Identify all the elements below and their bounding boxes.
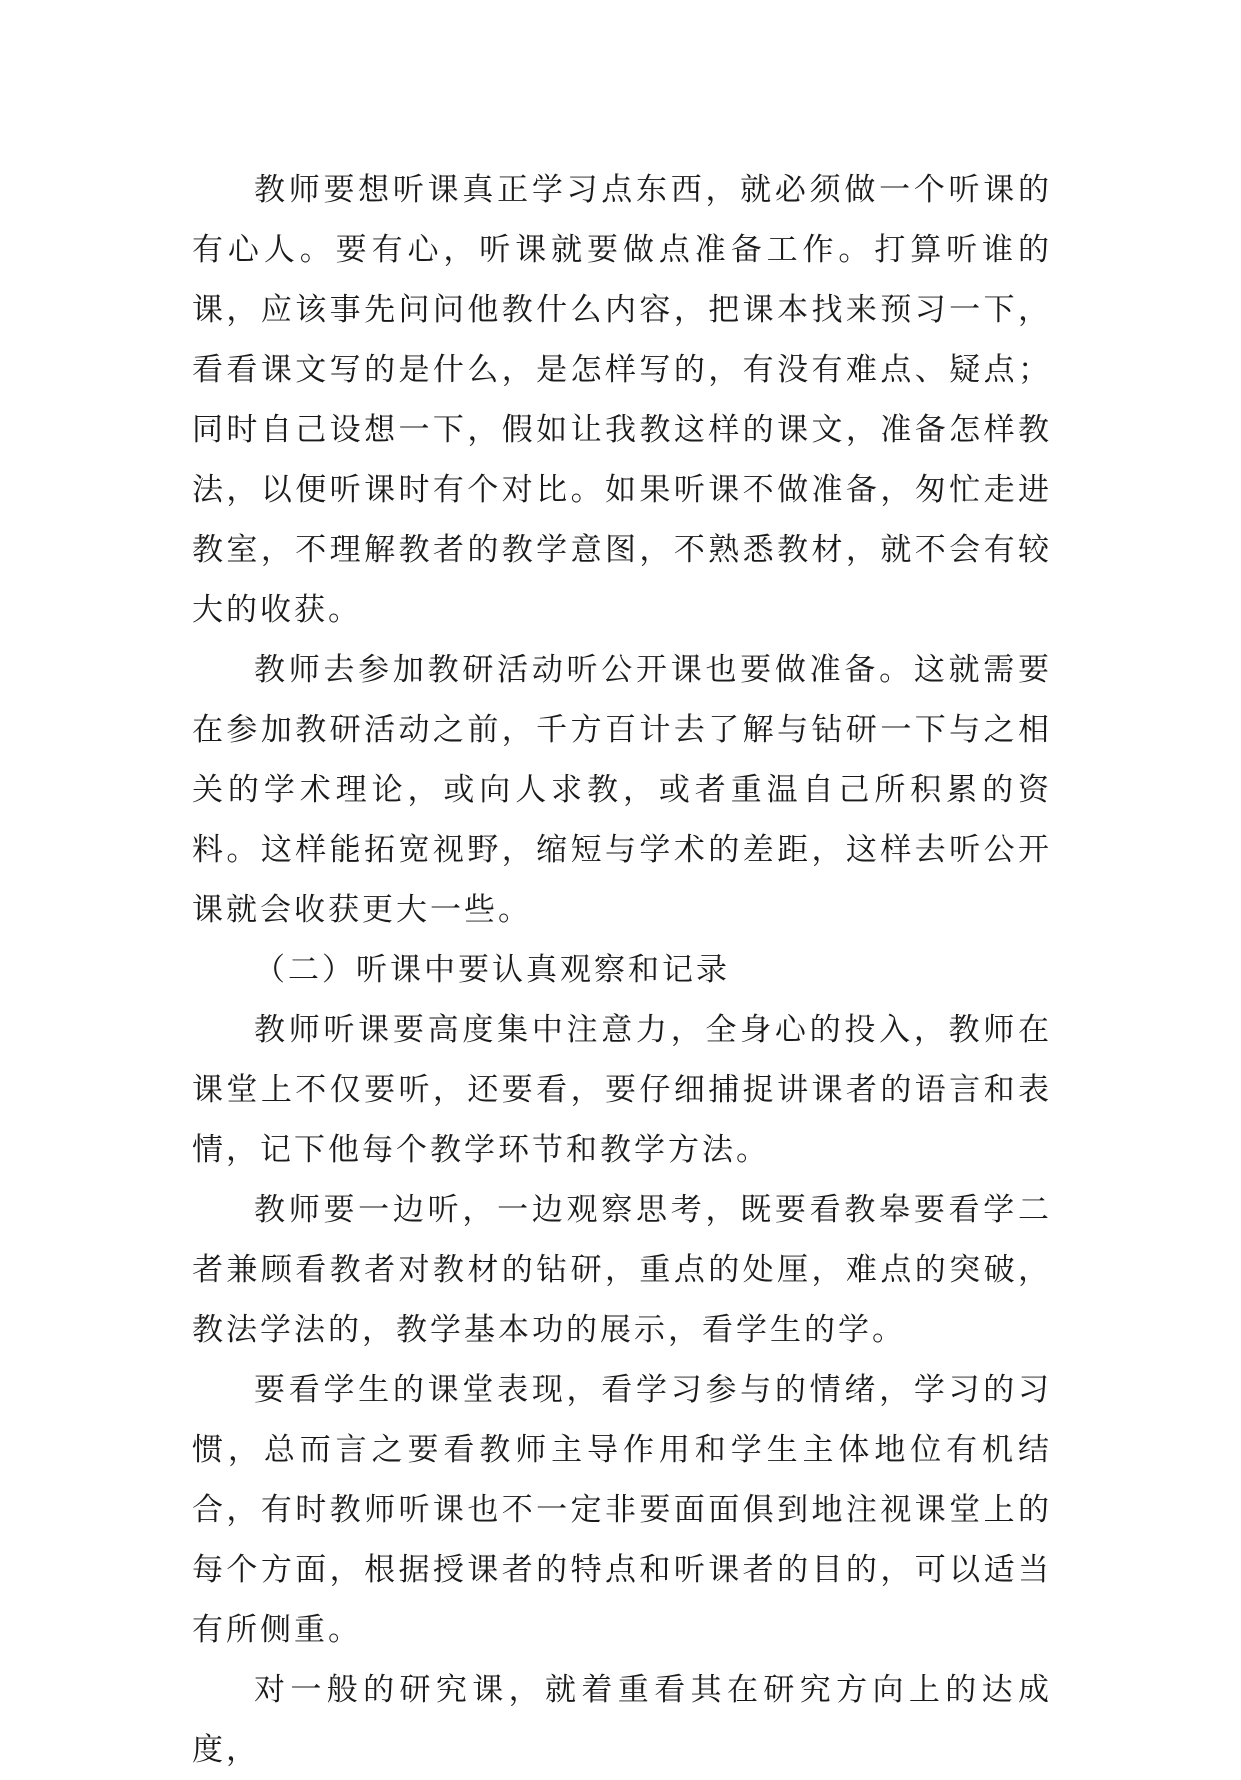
- paragraph-prepare-open-class: 教师去参加教研活动听公开课也要做准备。这就需要在参加教研活动之前，千方百计去了解与钻研一下与之相关的学术理论，或向人求教，或者重温自己所积累的资料。这样能拓宽视野，缩短与学术的差距，这样去听公开课就会收获更大一些。: [192, 652, 1052, 928]
- paragraph-observe-think: 教师要一边听，一边观察思考，既要看教皋要看学二者兼顾看教者对教材的钻研，重点的处厘，难点的突破，教法学法的，教学基本功的展示，看学生的学。: [192, 1192, 1052, 1348]
- paragraph-student-performance: 要看学生的课堂表现，看学习参与的情绪，学习的习惯，总而言之要看教师主导作用和学生主体地位有机结合，有时教师听课也不一定非要面面俱到地注视课堂上的每个方面，根据授课者的特点和听课者的目的，可以适当有所侧重。: [192, 1372, 1052, 1648]
- document-body: [192, 160, 1052, 1780]
- section-heading: （二）听课中要认真观察和记录: [254, 952, 730, 988]
- paragraph-focus-attention: 教师听课要高度集中注意力，全身心的投入，教师在课堂上不仅要听，还要看，要仔细捕捉讲课者的语言和表情，记下他每个教学环节和教学方法。: [192, 1012, 1052, 1168]
- paragraph-prepare-lesson: 教师要想听课真正学习点东西，就必须做一个听课的有心人。要有心，听课就要做点准备工作。打算听谁的课，应该事先问问他教什么内容，把课本找来预习一下，看看课文写的是什么，是怎样写的，有没有难点、疑点；同时自己设想一下，假如让我教这样的课文，准备怎样教法，以便听课时有个对比。如果听课不做准备，匆忙走进教室，不理解教者的教学意图，不熟悉教材，就不会有较大的收获。: [192, 172, 1052, 628]
- paragraph-research-class: 对一般的研究课，就着重看其在研究方向上的达成度，: [192, 1672, 1052, 1768]
